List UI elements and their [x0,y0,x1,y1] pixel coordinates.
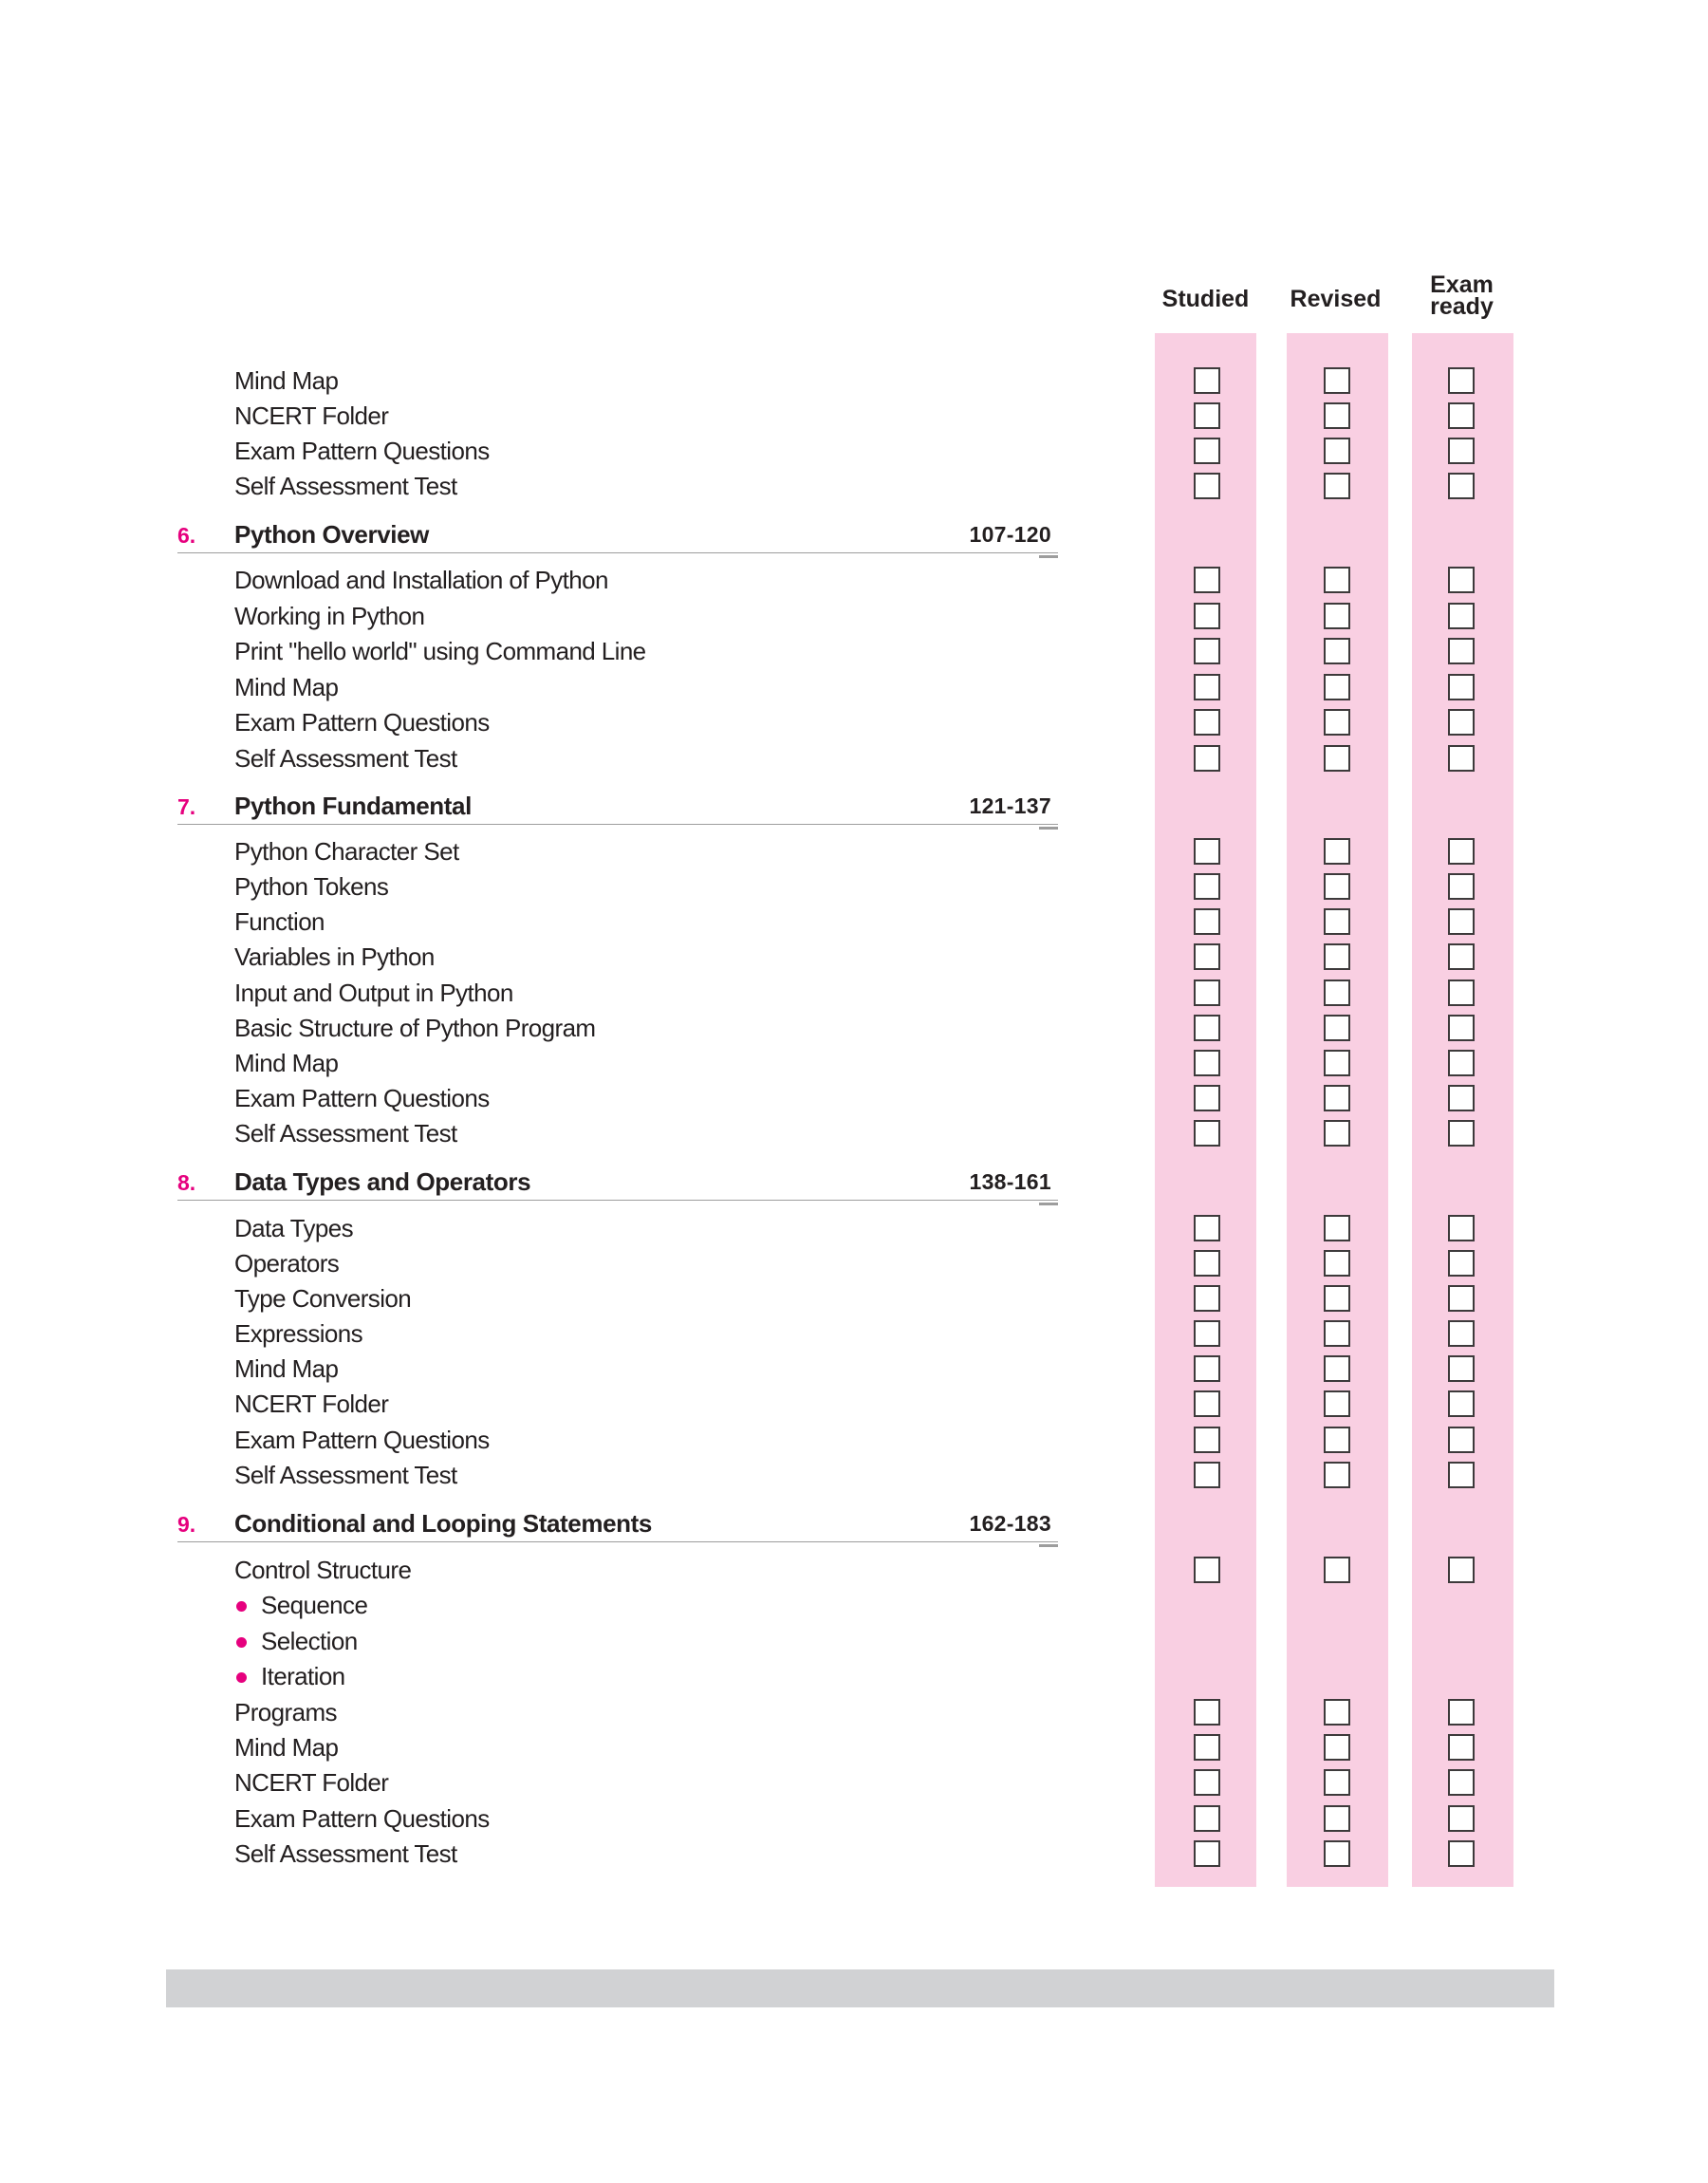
topic-label: Self Assessment Test [234,1119,457,1147]
exam-ready-checkbox[interactable] [1448,1769,1475,1796]
chapter-title: Conditional and Looping Statements [234,1509,652,1538]
exam-ready-checkbox[interactable] [1448,1557,1475,1583]
topic-label: Selection [261,1627,358,1655]
topic-row [0,399,1708,434]
studied-checkbox[interactable] [1194,745,1220,772]
topic-label: Exam Pattern Questions [234,1804,490,1833]
topic-row [0,1211,1708,1246]
revised-checkbox[interactable] [1324,674,1350,700]
studied-checkbox[interactable] [1194,402,1220,429]
exam-ready-checkbox[interactable] [1448,674,1475,700]
topic-subitem [0,1588,1708,1623]
revised-checkbox[interactable] [1324,473,1350,499]
revised-checkbox[interactable] [1324,908,1350,935]
topic-label: Exam Pattern Questions [234,437,490,465]
studied-checkbox[interactable] [1194,674,1220,700]
exam-ready-checkbox[interactable] [1448,1120,1475,1147]
revised-checkbox[interactable] [1324,1215,1350,1241]
revised-checkbox[interactable] [1324,1427,1350,1453]
topic-row [0,1387,1708,1422]
topic-label: Python Tokens [234,872,389,901]
exam-ready-checkbox[interactable] [1448,943,1475,970]
topic-label: Input and Output in Python [234,979,513,1007]
revised-checkbox[interactable] [1324,943,1350,970]
studied-checkbox[interactable] [1194,1015,1220,1041]
topic-subitem [0,1659,1708,1694]
topic-label: Self Assessment Test [234,744,457,773]
topic-label: Iteration [261,1662,345,1690]
chapter-divider [177,552,1058,553]
revised-checkbox[interactable] [1324,1769,1350,1796]
revised-checkbox[interactable] [1324,438,1350,464]
revised-checkbox[interactable] [1324,1355,1350,1382]
chapter-heading [0,789,1708,824]
exam-ready-checkbox[interactable] [1448,873,1475,900]
topic-row [0,1837,1708,1872]
topic-label: Self Assessment Test [234,472,457,500]
exam-ready-checkbox[interactable] [1448,1355,1475,1382]
topic-row [0,1352,1708,1387]
topic-row [0,976,1708,1011]
topic-label: Working in Python [234,602,425,630]
exam-ready-header-line1: Exam [1430,271,1494,298]
revised-checkbox[interactable] [1324,1015,1350,1041]
topic-label: Exam Pattern Questions [234,1426,490,1454]
topic-row [0,1553,1708,1588]
revised-checkbox[interactable] [1324,1840,1350,1867]
revised-checkbox[interactable] [1324,402,1350,429]
exam-ready-checkbox[interactable] [1448,1699,1475,1726]
studied-checkbox[interactable] [1194,567,1220,593]
topic-row [0,705,1708,740]
topic-row [0,741,1708,776]
topic-label: Print "hello world" using Command Line [234,637,646,665]
revised-checkbox[interactable] [1324,1557,1350,1583]
studied-checkbox[interactable] [1194,603,1220,629]
chapter-divider [177,1200,1058,1201]
chapter-page-range: 138-161 [969,1169,1051,1194]
topic-row [0,1046,1708,1081]
studied-checkbox[interactable] [1194,1285,1220,1312]
chapter-page-range: 121-137 [969,793,1051,818]
revised-checkbox[interactable] [1324,638,1350,664]
revised-checkbox[interactable] [1324,367,1350,394]
studied-checkbox[interactable] [1194,1805,1220,1832]
studied-checkbox[interactable] [1194,1769,1220,1796]
studied-checkbox[interactable] [1194,1699,1220,1726]
exam-ready-checkbox[interactable] [1448,1390,1475,1417]
exam-ready-checkbox[interactable] [1448,367,1475,394]
revised-checkbox[interactable] [1324,603,1350,629]
exam-ready-checkbox[interactable] [1448,603,1475,629]
exam-ready-checkbox[interactable] [1448,567,1475,593]
exam-ready-checkbox[interactable] [1448,1215,1475,1241]
chapter-divider [177,824,1058,825]
studied-column-header: Studied [1161,286,1250,312]
topic-row [0,1281,1708,1316]
topic-label: Operators [234,1249,340,1278]
exam-ready-checkbox[interactable] [1448,745,1475,772]
exam-ready-checkbox[interactable] [1448,638,1475,664]
exam-ready-checkbox[interactable] [1448,438,1475,464]
exam-ready-checkbox[interactable] [1448,1462,1475,1488]
chapter-title: Data Types and Operators [234,1167,531,1196]
revised-checkbox[interactable] [1324,1120,1350,1147]
topic-row [0,940,1708,975]
revised-checkbox[interactable] [1324,1390,1350,1417]
chapter-divider-tick [1039,1544,1058,1547]
studied-checkbox[interactable] [1194,908,1220,935]
topic-row [0,469,1708,504]
studied-checkbox[interactable] [1194,1215,1220,1241]
topic-label: Programs [234,1698,337,1726]
revised-checkbox[interactable] [1324,1250,1350,1277]
chapter-heading [0,1506,1708,1541]
studied-checkbox[interactable] [1194,1355,1220,1382]
studied-checkbox[interactable] [1194,1462,1220,1488]
revised-checkbox[interactable] [1324,838,1350,865]
studied-checkbox[interactable] [1194,1734,1220,1761]
studied-checkbox[interactable] [1194,638,1220,664]
topic-row [0,563,1708,598]
topic-row [0,364,1708,399]
topic-label: Mind Map [234,1733,339,1762]
exam-ready-checkbox[interactable] [1448,709,1475,736]
exam-ready-checkbox[interactable] [1448,402,1475,429]
topic-label: Exam Pattern Questions [234,1084,490,1112]
topic-label: NCERT Folder [234,1390,389,1418]
topic-subitem [0,1624,1708,1659]
chapter-divider [177,1541,1058,1542]
chapter-title: Python Fundamental [234,792,472,820]
topic-row [0,1765,1708,1801]
topic-row [0,634,1708,669]
revised-checkbox[interactable] [1324,980,1350,1006]
chapter-title: Python Overview [234,520,429,549]
exam-ready-header-line2: ready [1430,293,1494,320]
chapter-number: 8. [177,1170,196,1195]
studied-checkbox[interactable] [1194,1085,1220,1111]
topic-row [0,869,1708,905]
studied-checkbox[interactable] [1194,838,1220,865]
revised-checkbox[interactable] [1324,709,1350,736]
bullet-dot-icon [236,1637,247,1648]
topic-row [0,1316,1708,1352]
topic-label: Mind Map [234,1354,339,1383]
chapter-number: 6. [177,523,196,548]
exam-ready-checkbox[interactable] [1448,473,1475,499]
topic-label: Data Types [234,1214,354,1242]
revised-checkbox[interactable] [1324,1285,1350,1312]
studied-checkbox[interactable] [1194,1427,1220,1453]
exam-ready-checkbox[interactable] [1448,1805,1475,1832]
revised-column-header: Revised [1290,286,1382,312]
chapter-page-range: 107-120 [969,522,1051,547]
chapter-page-range: 162-183 [969,1511,1051,1536]
topic-row [0,905,1708,940]
topic-label: NCERT Folder [234,1768,389,1797]
chapter-divider-tick [1039,555,1058,558]
topic-row [0,1423,1708,1458]
studied-checkbox[interactable] [1194,367,1220,394]
exam-ready-checkbox[interactable] [1448,838,1475,865]
topic-row [0,834,1708,869]
topic-label: Function [234,907,325,936]
topic-label: NCERT Folder [234,401,389,430]
revised-checkbox[interactable] [1324,745,1350,772]
topic-row [0,1011,1708,1046]
studied-checkbox[interactable] [1194,1840,1220,1867]
topic-label: Basic Structure of Python Program [234,1014,596,1042]
bullet-dot-icon [236,1601,247,1612]
studied-checkbox[interactable] [1194,1557,1220,1583]
revised-checkbox[interactable] [1324,1805,1350,1832]
topic-row [0,1246,1708,1281]
exam-ready-checkbox[interactable] [1448,1250,1475,1277]
studied-checkbox[interactable] [1194,1250,1220,1277]
topic-label: Download and Installation of Python [234,566,608,594]
revised-checkbox[interactable] [1324,1462,1350,1488]
chapter-divider-tick [1039,827,1058,830]
exam-ready-checkbox[interactable] [1448,1734,1475,1761]
exam-ready-checkbox[interactable] [1448,1015,1475,1041]
studied-checkbox[interactable] [1194,709,1220,736]
topic-label: Control Structure [234,1556,412,1584]
topic-row [0,1458,1708,1493]
studied-checkbox[interactable] [1194,1320,1220,1347]
studied-checkbox[interactable] [1194,1050,1220,1076]
topic-label: Sequence [261,1591,368,1619]
revised-checkbox[interactable] [1324,1699,1350,1726]
footer-bar [166,1969,1554,2007]
studied-checkbox[interactable] [1194,1120,1220,1147]
topic-label: Mind Map [234,1049,339,1077]
topic-label: Expressions [234,1319,363,1348]
revised-checkbox[interactable] [1324,873,1350,900]
studied-checkbox[interactable] [1194,438,1220,464]
chapter-divider-tick [1039,1203,1058,1205]
chapter-heading [0,1165,1708,1200]
revised-checkbox[interactable] [1324,1050,1350,1076]
revised-checkbox[interactable] [1324,567,1350,593]
topic-label: Exam Pattern Questions [234,708,490,737]
exam-ready-checkbox[interactable] [1448,1840,1475,1867]
exam-ready-checkbox[interactable] [1448,1427,1475,1453]
chapter-number: 9. [177,1512,196,1537]
revised-checkbox[interactable] [1324,1320,1350,1347]
topic-row [0,1695,1708,1730]
topic-label: Python Character Set [234,837,459,866]
topic-row [0,434,1708,469]
topic-row [0,670,1708,705]
topic-label: Variables in Python [234,942,435,971]
studied-checkbox[interactable] [1194,943,1220,970]
chapter-heading [0,517,1708,552]
topic-row [0,1801,1708,1837]
topic-row [0,1116,1708,1151]
exam-ready-checkbox[interactable] [1448,1085,1475,1111]
exam-ready-checkbox[interactable] [1448,980,1475,1006]
topic-row [0,1081,1708,1116]
exam-ready-checkbox[interactable] [1448,1050,1475,1076]
bullet-dot-icon [236,1672,247,1683]
studied-checkbox[interactable] [1194,980,1220,1006]
studied-checkbox[interactable] [1194,473,1220,499]
exam-ready-checkbox[interactable] [1448,1320,1475,1347]
topic-row [0,599,1708,634]
topic-label: Self Assessment Test [234,1839,457,1868]
studied-checkbox[interactable] [1194,873,1220,900]
topic-label: Type Conversion [234,1284,412,1313]
topic-label: Mind Map [234,366,339,395]
revised-checkbox[interactable] [1324,1085,1350,1111]
studied-checkbox[interactable] [1194,1390,1220,1417]
topic-label: Mind Map [234,673,339,701]
topic-label: Self Assessment Test [234,1461,457,1489]
exam-ready-checkbox[interactable] [1448,1285,1475,1312]
revised-checkbox[interactable] [1324,1734,1350,1761]
topic-row [0,1730,1708,1765]
chapter-number: 7. [177,794,196,819]
exam-ready-checkbox[interactable] [1448,908,1475,935]
